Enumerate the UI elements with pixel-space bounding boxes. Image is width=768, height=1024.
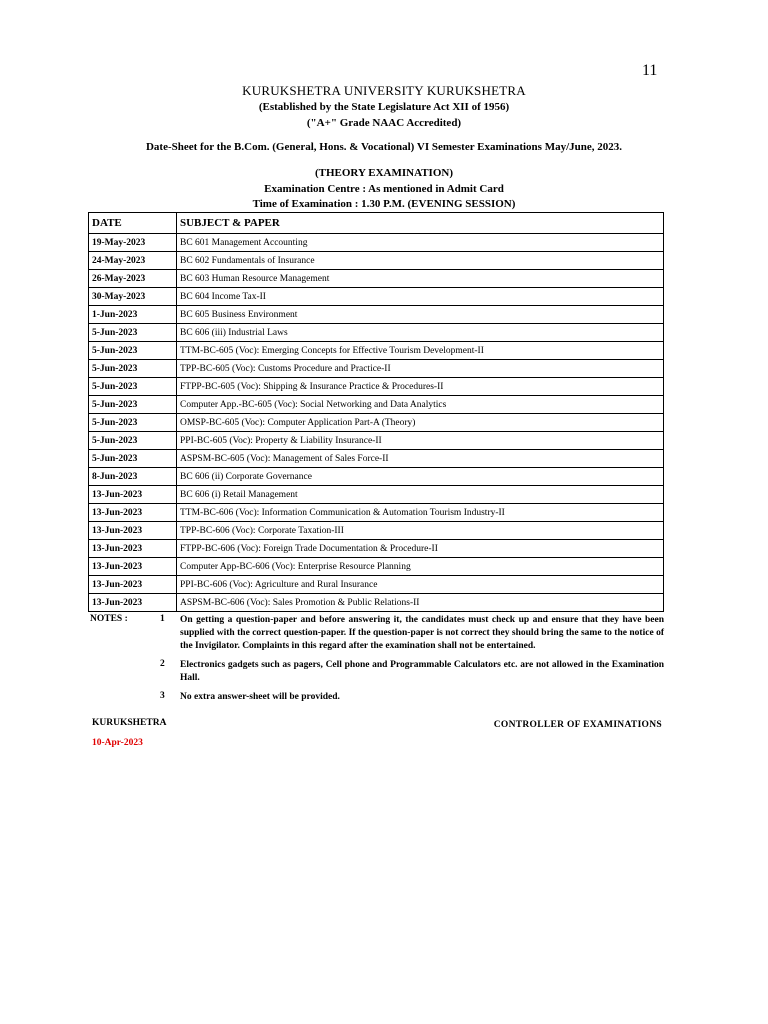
table-row [89,306,664,324]
note-item [90,691,664,704]
page-number: 11 [642,62,658,79]
row-subject: Computer App.-BC-605 (Voc): Social Networking and Data Analytics [177,396,664,414]
row-subject: BC 603 Human Resource Management [177,270,664,288]
column-header-subject: SUBJECT & PAPER [177,213,664,234]
row-date: 13-Jun-2023 [89,522,177,540]
issue-date: 10-Apr-2023 [92,738,143,748]
row-subject: TPP-BC-606 (Voc): Corporate Taxation-III [177,522,664,540]
row-date: 13-Jun-2023 [89,504,177,522]
row-subject: TTM-BC-606 (Voc): Information Communication & Automation Tourism Industry-II [177,504,664,522]
exam-centre: Examination Centre : As mentioned in Admit Card [264,183,504,195]
row-date: 5-Jun-2023 [89,342,177,360]
table-row [89,360,664,378]
table-row [89,432,664,450]
row-date: 5-Jun-2023 [89,360,177,378]
row-date: 24-May-2023 [89,252,177,270]
row-subject: BC 606 (iii) Industrial Laws [177,324,664,342]
row-date: 19-May-2023 [89,234,177,252]
row-subject: ASPSM-BC-605 (Voc): Management of Sales Force-II [177,450,664,468]
row-date: 5-Jun-2023 [89,396,177,414]
establishment-line: (Established by the State Legislature Act XII of 1956) [258,101,510,113]
note-text: On getting a question-paper and before answering it, the candidates must check up and ensure that they have been supplied with the correct question-paper. If the question-paper is not correct they should bring the same to the notice of the Invigilator. Complaints in this regard after the examination shall not be entertained. [180,615,664,651]
table-header-row [89,213,664,234]
note-item [90,614,664,653]
row-subject: Computer App-BC-606 (Voc): Enterprise Resource Planning [177,558,664,576]
notes-section [90,614,664,710]
row-date: 5-Jun-2023 [89,432,177,450]
issue-place: KURUKSHETRA [92,718,167,728]
row-subject: PPI-BC-606 (Voc): Agriculture and Rural Insurance [177,576,664,594]
row-date: 13-Jun-2023 [89,594,177,612]
note-text: No extra answer-sheet will be provided. [180,692,340,702]
note-number: 1 [160,614,165,624]
notes-label: NOTES : [90,614,128,624]
table-row [89,594,664,612]
note-text: Electronics gadgets such as pagers, Cell phone and Programmable Calculators etc. are not allowed in the Examination Hall. [180,660,664,683]
row-date: 8-Jun-2023 [89,468,177,486]
table-row [89,486,664,504]
row-date: 5-Jun-2023 [89,324,177,342]
table-row [89,342,664,360]
row-subject: TTM-BC-605 (Voc): Emerging Concepts for Effective Tourism Development-II [177,342,664,360]
row-subject: FTPP-BC-605 (Voc): Shipping & Insurance Practice & Procedures-II [177,378,664,396]
datesheet-title: Date-Sheet for the B.Com. (General, Hons. & Vocational) VI Semester Examinations May/June, 2023. [145,141,623,153]
table-row [89,252,664,270]
table-row [89,396,664,414]
note-number: 2 [160,659,165,669]
note-item [90,659,664,685]
table-row [89,558,664,576]
row-date: 5-Jun-2023 [89,450,177,468]
row-date: 13-Jun-2023 [89,558,177,576]
row-date: 30-May-2023 [89,288,177,306]
row-date: 5-Jun-2023 [89,414,177,432]
row-subject: FTPP-BC-606 (Voc): Foreign Trade Documentation & Procedure-II [177,540,664,558]
exam-type: (THEORY EXAMINATION) [314,167,454,179]
row-date: 13-Jun-2023 [89,540,177,558]
table-row [89,576,664,594]
row-subject: BC 606 (i) Retail Management [177,486,664,504]
table-row [89,504,664,522]
table-row [89,234,664,252]
row-subject: PPI-BC-605 (Voc): Property & Liability Insurance-II [177,432,664,450]
row-date: 26-May-2023 [89,270,177,288]
table-row [89,522,664,540]
table-row [89,288,664,306]
row-date: 13-Jun-2023 [89,576,177,594]
note-number: 3 [160,691,165,701]
row-date: 1-Jun-2023 [89,306,177,324]
row-date: 13-Jun-2023 [89,486,177,504]
row-date: 5-Jun-2023 [89,378,177,396]
column-header-date: DATE [89,213,177,234]
row-subject: BC 606 (ii) Corporate Governance [177,468,664,486]
row-subject: BC 604 Income Tax-II [177,288,664,306]
row-subject: TPP-BC-605 (Voc): Customs Procedure and Practice-II [177,360,664,378]
exam-time: Time of Examination : 1.30 P.M. (EVENING SESSION) [252,198,516,210]
row-subject: OMSP-BC-605 (Voc): Computer Application Part-A (Theory) [177,414,664,432]
datesheet-table [88,212,664,612]
table-row [89,270,664,288]
signatory-title: CONTROLLER OF EXAMINATIONS [493,720,662,730]
naac-grade-line: ("A+" Grade NAAC Accredited) [306,117,462,129]
row-subject: BC 601 Management Accounting [177,234,664,252]
table-row [89,378,664,396]
table-row [89,450,664,468]
table-row [89,324,664,342]
row-subject: ASPSM-BC-606 (Voc): Sales Promotion & Public Relations-II [177,594,664,612]
table-row [89,540,664,558]
row-subject: BC 602 Fundamentals of Insurance [177,252,664,270]
table-row [89,468,664,486]
table-row [89,414,664,432]
university-name: KURUKSHETRA UNIVERSITY KURUKSHETRA [242,83,526,98]
row-subject: BC 605 Business Environment [177,306,664,324]
